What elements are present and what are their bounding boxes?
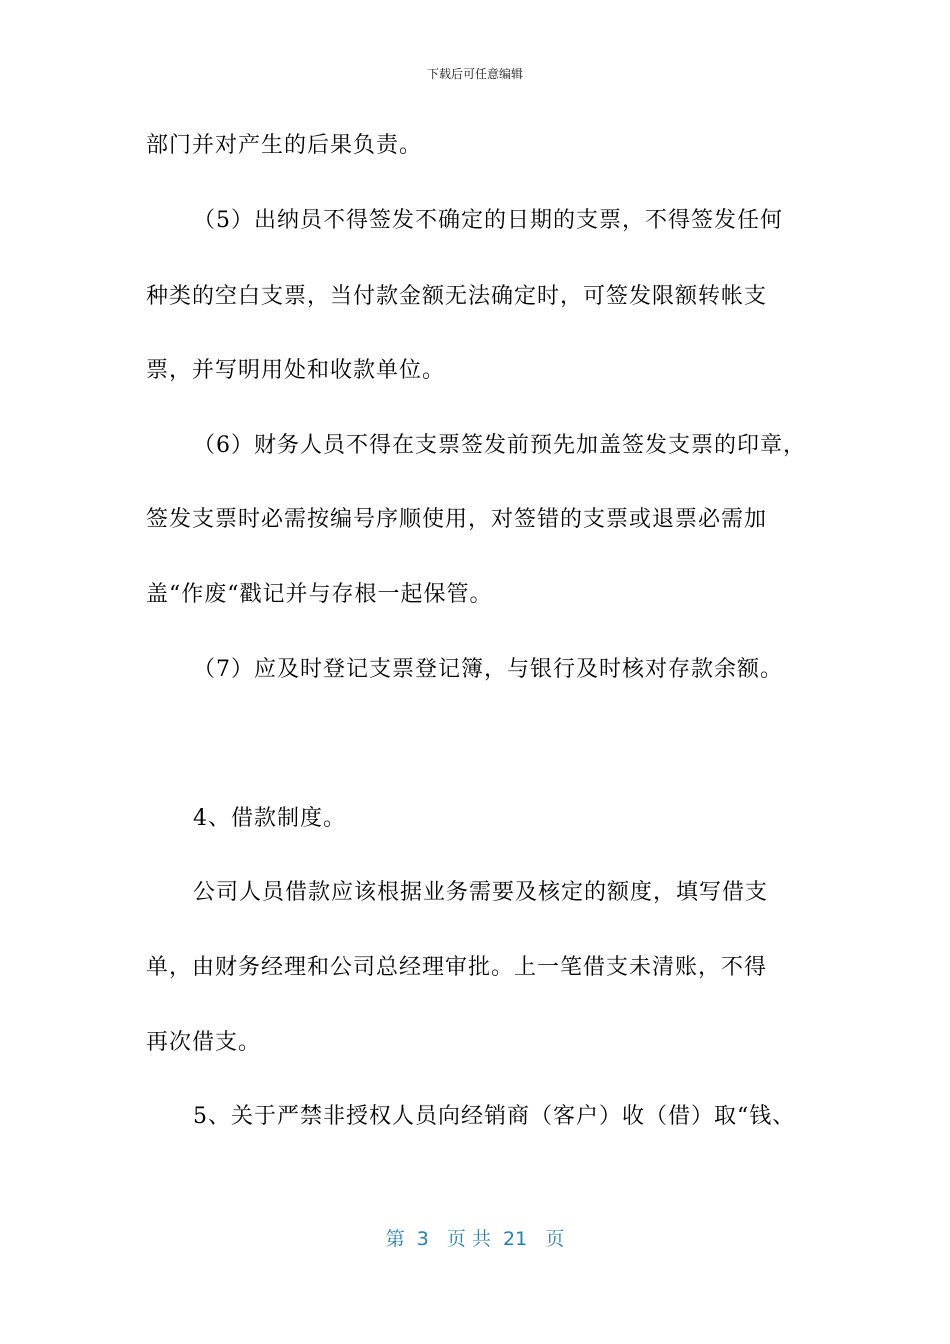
body-line-1: 部门并对产生的后果负责。	[146, 133, 423, 158]
body-line-6: 签发支票时必需按编号序顺使用，对签错的支票或退票必需加	[146, 507, 768, 532]
body-line-10: 公司人员借款应该根据业务需要及核定的额度，填写借支	[193, 880, 769, 905]
body-line-3: 种类的空白支票，当付款金额无法确定时，可签发限额转帐支	[146, 284, 768, 309]
body-line-11: 单，由财务经理和公司总经理审批。上一笔借支未清账，不得	[146, 955, 768, 980]
body-line-7: 盖“作废“戳记并与存根一起保管。	[146, 582, 493, 607]
body-line-2: （5）出纳员不得签发不确定的日期的支票，不得签发任何	[193, 208, 783, 233]
section-heading-4: 4、借款制度。	[193, 806, 346, 831]
body-line-4: 票，并写明用处和收款单位。	[146, 358, 446, 383]
section-heading-5: 5、关于严禁非授权人员向经销商（客户）收（借）取“钱、	[193, 1104, 796, 1129]
page-number-footer: 第 3 页 共 21 页	[385, 1228, 565, 1250]
header-note: 下载后可任意编辑	[426, 67, 523, 81]
body-line-12: 再次借支。	[146, 1030, 262, 1055]
body-line-8: （7）应及时登记支票登记簿，与银行及时核对存款余额。	[193, 657, 783, 682]
body-line-5: （6）财务人员不得在支票签发前预先加盖签发支票的印章，	[193, 433, 806, 458]
